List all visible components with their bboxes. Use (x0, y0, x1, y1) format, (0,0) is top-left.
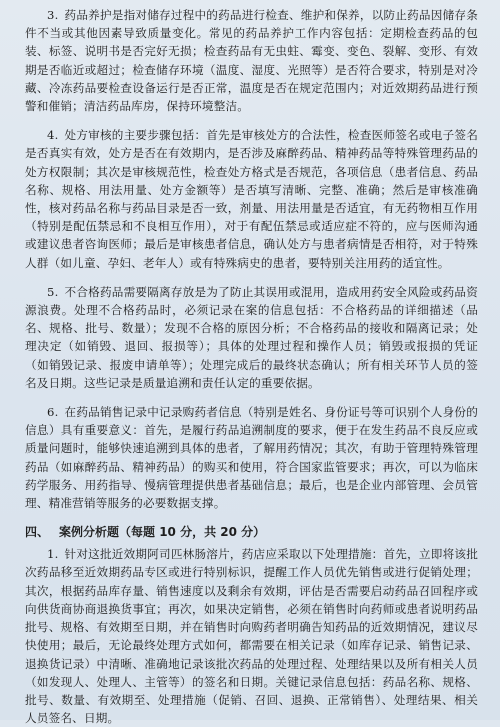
answer-item-5 (25, 283, 478, 392)
answer-item-6 (25, 403, 478, 512)
item-number: 6. (47, 405, 59, 420)
section-title: 案例分析题（每题 10 分，共 20 分） (59, 525, 266, 540)
answer-item-4 (25, 126, 478, 272)
answer-paragraph (25, 6, 478, 115)
section-heading (25, 523, 478, 541)
answer-paragraph (25, 126, 478, 272)
answer-item-3 (25, 6, 478, 115)
item-text: 针对这批近效期阿司匹林肠溶片，药店应采取以下处理措施：首先，立即将该批次药品移至近效期药品专区或进行特别标识，提醒工作人员优先销售或进行促销处理；其次，根据药品库存量、销售速度以及剩余有效期，评估是否需要启动药品召回程序或向供货商协商退换货事宜；再次，如果决定销售，必须在销售时向药师或患者说明药品批号、规格、有效期至日期，并在销售时向购药者明确告知药品的近效期情况，建议尽快使用；最后，无论最终处理方式如何，都需要在相关记录（如库存记录、销售记录、退换货记录）中清晰、准确地记录该批次药品的处理过程、处理结果以及所有相关人员（如发现人、处理人、主管等）的签名和日期。关键记录信息包括：药品名称、规格、批号、数量、有效期至、处理措施（促销、召回、退换、正常销售）、处理结果、相关人员签名、日期。 (25, 547, 478, 726)
item-text: 在药品销售记录中记录购药者信息（特别是姓名、身份证号等可识别个人身份的信息）具有重要意义：首先，是履行药品追溯制度的要求，便于在发生药品不良反应或质量问题时，能够快速追溯到具体的患者，了解用药情况；其次，有助于管理特殊管理药品（如麻醉药品、精神药品）的购买和使用，符合国家监管要求；再次，可以为临床药学服务、用药指导、慢病管理提供患者基础信息；最后，也是企业内部管理、会员管理、精准营销等服务的必要数据支撑。 (25, 405, 478, 511)
item-text: 药品养护是指对储存过程中的药品进行检查、维护和保养，以防止药品因储存条件不当或其他因素导致质量变化。常见的药品养护工作内容包括：定期检查药品的包装、标签、说明书是否完好无损；检查药品有无虫蛀、霉变、变色、裂解、变形、有效期是否临近或超过；检查储存环境（温度、湿度、光照等）是否符合要求，特别是对冷藏、冷冻药品要检查设备运行是否正常，温度是否在规定范围内；对近效期药品进行预警和催销；清洁药品库房，保持环境整洁。 (25, 8, 478, 114)
answer-paragraph (25, 403, 478, 512)
case-answer-item-1 (25, 545, 478, 727)
section-number: 四、 (25, 525, 50, 540)
item-text: 处方审核的主要步骤包括：首先是审核处方的合法性，检查医师签名或电子签名是否真实有效，处方是否在有效期内，是否涉及麻醉药品、精神药品等特殊管理药品的处方权限制；其次是审核规范性，检查处方格式是否规范，各项信息（患者信息、药品名称、规格、用法用量、处方金额等）是否填写清晰、完整、准确；然后是审核准确性，核对药品名称与药品目录是否一致，剂量、用法用量是否适宜，有无药物相互作用（特别是配伍禁忌和不良相互作用），对于有配伍禁忌或适应症不符的，应与医师沟通或建议患者咨询医师；最后是审核患者信息，确认处方与患者病情是否相符，对于特殊人群（如儿童、孕妇、老年人）或有特殊病史的患者，要特别关注用药的适宜性。 (25, 128, 478, 270)
item-number: 5. (47, 284, 59, 299)
answer-paragraph (25, 283, 478, 392)
item-text: 不合格药品需要隔离存放是为了防止其误用或混用，造成用药安全风险或药品资源浪费。处理不合格药品时，必须记录在案的信息包括：不合格药品的详细描述（品名、规格、批号、数量）；发现不合格的原因分析；不合格药品的接收和隔离记录；处理决定（如销毁、退回、报损等）；具体的处理过程和操作人员；销毁或报损的凭证（如销毁记录、报废申请单等）；处理完成后的最终状态确认；所有相关环节人员的签名及日期。这些记录是质量追溯和责任认定的重要依据。 (25, 284, 478, 390)
item-number: 3. (47, 8, 59, 22)
item-number: 1. (47, 547, 59, 562)
item-number: 4. (47, 128, 59, 143)
case-paragraph (25, 545, 478, 727)
